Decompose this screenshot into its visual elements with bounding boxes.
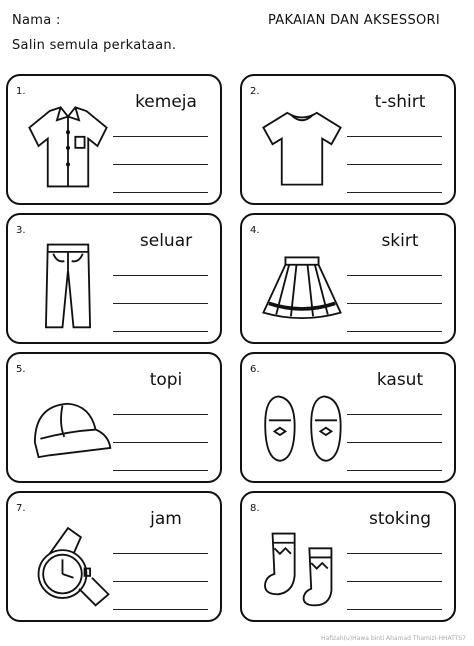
item-word: jam bbox=[150, 509, 182, 529]
instruction-text: Salin semula perkataan. bbox=[12, 38, 177, 53]
writing-line[interactable] bbox=[347, 275, 442, 276]
skirt-icon bbox=[256, 239, 348, 331]
writing-line[interactable] bbox=[113, 275, 208, 276]
item-word: topi bbox=[149, 370, 183, 390]
item-number: 4. bbox=[250, 225, 260, 236]
item-number: 2. bbox=[250, 86, 260, 97]
writing-line[interactable] bbox=[113, 331, 208, 332]
writing-line[interactable] bbox=[347, 303, 442, 304]
writing-line[interactable] bbox=[113, 303, 208, 304]
writing-line[interactable] bbox=[113, 414, 208, 415]
writing-line[interactable] bbox=[113, 192, 208, 193]
worksheet-title: PAKAIAN DAN AKSESSORI bbox=[268, 13, 440, 28]
writing-line[interactable] bbox=[113, 581, 208, 582]
item-card-1 bbox=[6, 74, 222, 205]
name-label: Nama : bbox=[12, 13, 61, 28]
writing-line[interactable] bbox=[347, 553, 442, 554]
author-credit: Hafizah(u)Hawa binti Ahamad Thamizi-HHATTS7 bbox=[321, 635, 466, 642]
writing-line[interactable] bbox=[113, 553, 208, 554]
item-card-6 bbox=[240, 352, 456, 483]
item-number: 6. bbox=[250, 364, 260, 375]
writing-line[interactable] bbox=[113, 136, 208, 137]
item-word: stoking bbox=[368, 509, 432, 529]
item-card-5 bbox=[6, 352, 222, 483]
writing-line[interactable] bbox=[347, 331, 442, 332]
shoes-icon bbox=[256, 378, 348, 470]
shirt-icon bbox=[22, 100, 114, 192]
item-card-7 bbox=[6, 491, 222, 622]
tshirt-icon bbox=[256, 100, 348, 192]
item-card-4 bbox=[240, 213, 456, 344]
item-number: 5. bbox=[16, 364, 26, 375]
item-card-2 bbox=[240, 74, 456, 205]
item-card-3 bbox=[6, 213, 222, 344]
writing-line[interactable] bbox=[347, 442, 442, 443]
writing-line[interactable] bbox=[347, 609, 442, 610]
item-word: t-shirt bbox=[374, 92, 426, 112]
item-word: skirt bbox=[381, 231, 419, 251]
item-card-8 bbox=[240, 491, 456, 622]
item-number: 1. bbox=[16, 86, 26, 97]
writing-line[interactable] bbox=[113, 442, 208, 443]
writing-line[interactable] bbox=[113, 470, 208, 471]
watch-icon bbox=[22, 517, 114, 609]
writing-line[interactable] bbox=[347, 136, 442, 137]
socks-icon bbox=[256, 517, 348, 609]
writing-line[interactable] bbox=[347, 192, 442, 193]
writing-line[interactable] bbox=[113, 609, 208, 610]
writing-line[interactable] bbox=[347, 581, 442, 582]
item-word: seluar bbox=[139, 231, 193, 251]
item-word: kasut bbox=[376, 370, 424, 390]
item-word: kemeja bbox=[135, 92, 197, 112]
item-number: 3. bbox=[16, 225, 26, 236]
writing-line[interactable] bbox=[347, 164, 442, 165]
cap-icon bbox=[22, 378, 114, 470]
writing-line[interactable] bbox=[347, 414, 442, 415]
writing-line[interactable] bbox=[347, 470, 442, 471]
item-number: 7. bbox=[16, 503, 26, 514]
trousers-icon bbox=[22, 239, 114, 331]
item-number: 8. bbox=[250, 503, 260, 514]
writing-line[interactable] bbox=[113, 164, 208, 165]
